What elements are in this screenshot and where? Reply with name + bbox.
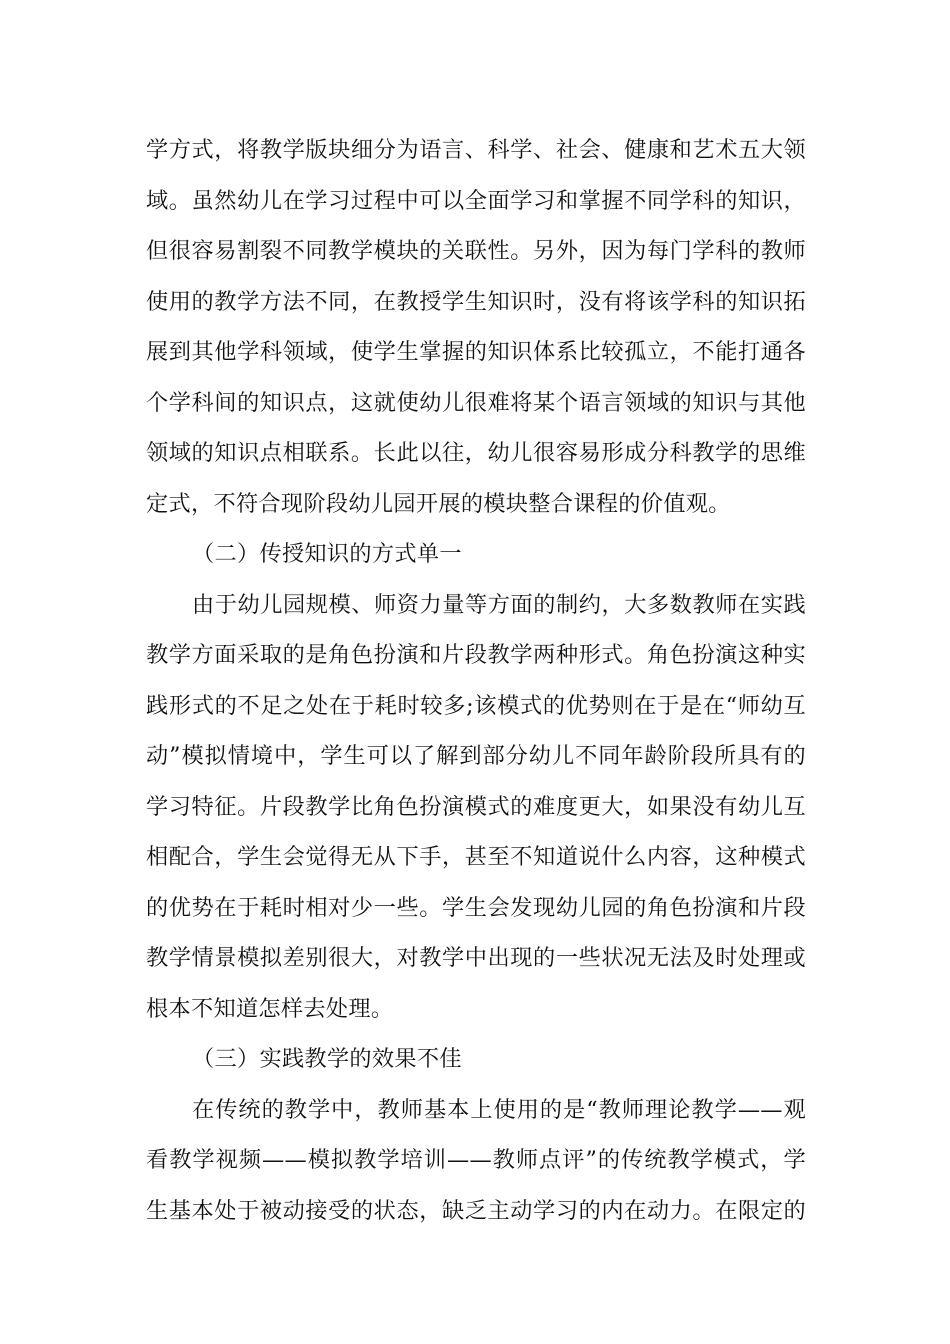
paragraph-line: 使用的教学方法不同，在教授学生知识时，没有将该学科的知识拓	[146, 289, 806, 315]
paragraph-line: 域。虽然幼儿在学习过程中可以全面学习和掌握不同学科的知识，	[146, 188, 806, 214]
paragraph-line: 生基本处于被动接受的状态，缺乏主动学习的内在动力。在限定的	[146, 1198, 806, 1224]
paragraph-line: 教学方面采取的是角色扮演和片段教学两种形式。角色扮演这种实	[146, 642, 806, 668]
paragraph-line: 由于幼儿园规模、师资力量等方面的制约，大多数教师在实践	[192, 592, 806, 618]
paragraph-line: 定式，不符合现阶段幼儿园开展的模块整合课程的价值观。	[146, 491, 731, 517]
paragraph-line: 但很容易割裂不同教学模块的关联性。另外，因为每门学科的教师	[146, 238, 806, 264]
paragraph-line: 的优势在于耗时相对少一些。学生会发现幼儿园的角色扮演和片段	[146, 895, 806, 921]
paragraph-line: 根本不知道怎样去处理。	[146, 996, 394, 1022]
paragraph-line: 展到其他学科领域，使学生掌握的知识体系比较孤立，不能打通各	[146, 339, 806, 365]
paragraph-line: 相配合，学生会觉得无从下手，甚至不知道说什么内容，这种模式	[146, 844, 806, 870]
paragraph-line: 看教学视频——模拟教学培训——教师点评”的传统教学模式，学	[146, 1147, 806, 1173]
paragraph-line: 践形式的不足之处在于耗时较多;该模式的优势则在于是在“师幼互	[146, 693, 806, 719]
paragraph-line: 领域的知识点相联系。长此以往，幼儿很容易形成分科教学的思维	[146, 440, 806, 466]
section-heading-2: （二）传授知识的方式单一	[192, 541, 462, 567]
paragraph-line: 个学科间的知识点，这就使幼儿很难将某个语言领域的知识与其他	[146, 390, 806, 416]
paragraph-line: 教学情景模拟差别很大，对教学中出现的一些状况无法及时处理或	[146, 945, 806, 971]
paragraph-line: 在传统的教学中，教师基本上使用的是“教师理论教学——观	[192, 1097, 806, 1123]
paragraph-line: 学方式，将教学版块细分为语言、科学、社会、健康和艺术五大领	[146, 137, 806, 163]
section-heading-3: （三）实践教学的效果不佳	[192, 1046, 462, 1072]
paragraph-line: 学习特征。片段教学比角色扮演模式的难度更大，如果没有幼儿互	[146, 794, 806, 820]
paragraph-line: 动”模拟情境中，学生可以了解到部分幼儿不同年龄阶段所具有的	[146, 743, 806, 769]
